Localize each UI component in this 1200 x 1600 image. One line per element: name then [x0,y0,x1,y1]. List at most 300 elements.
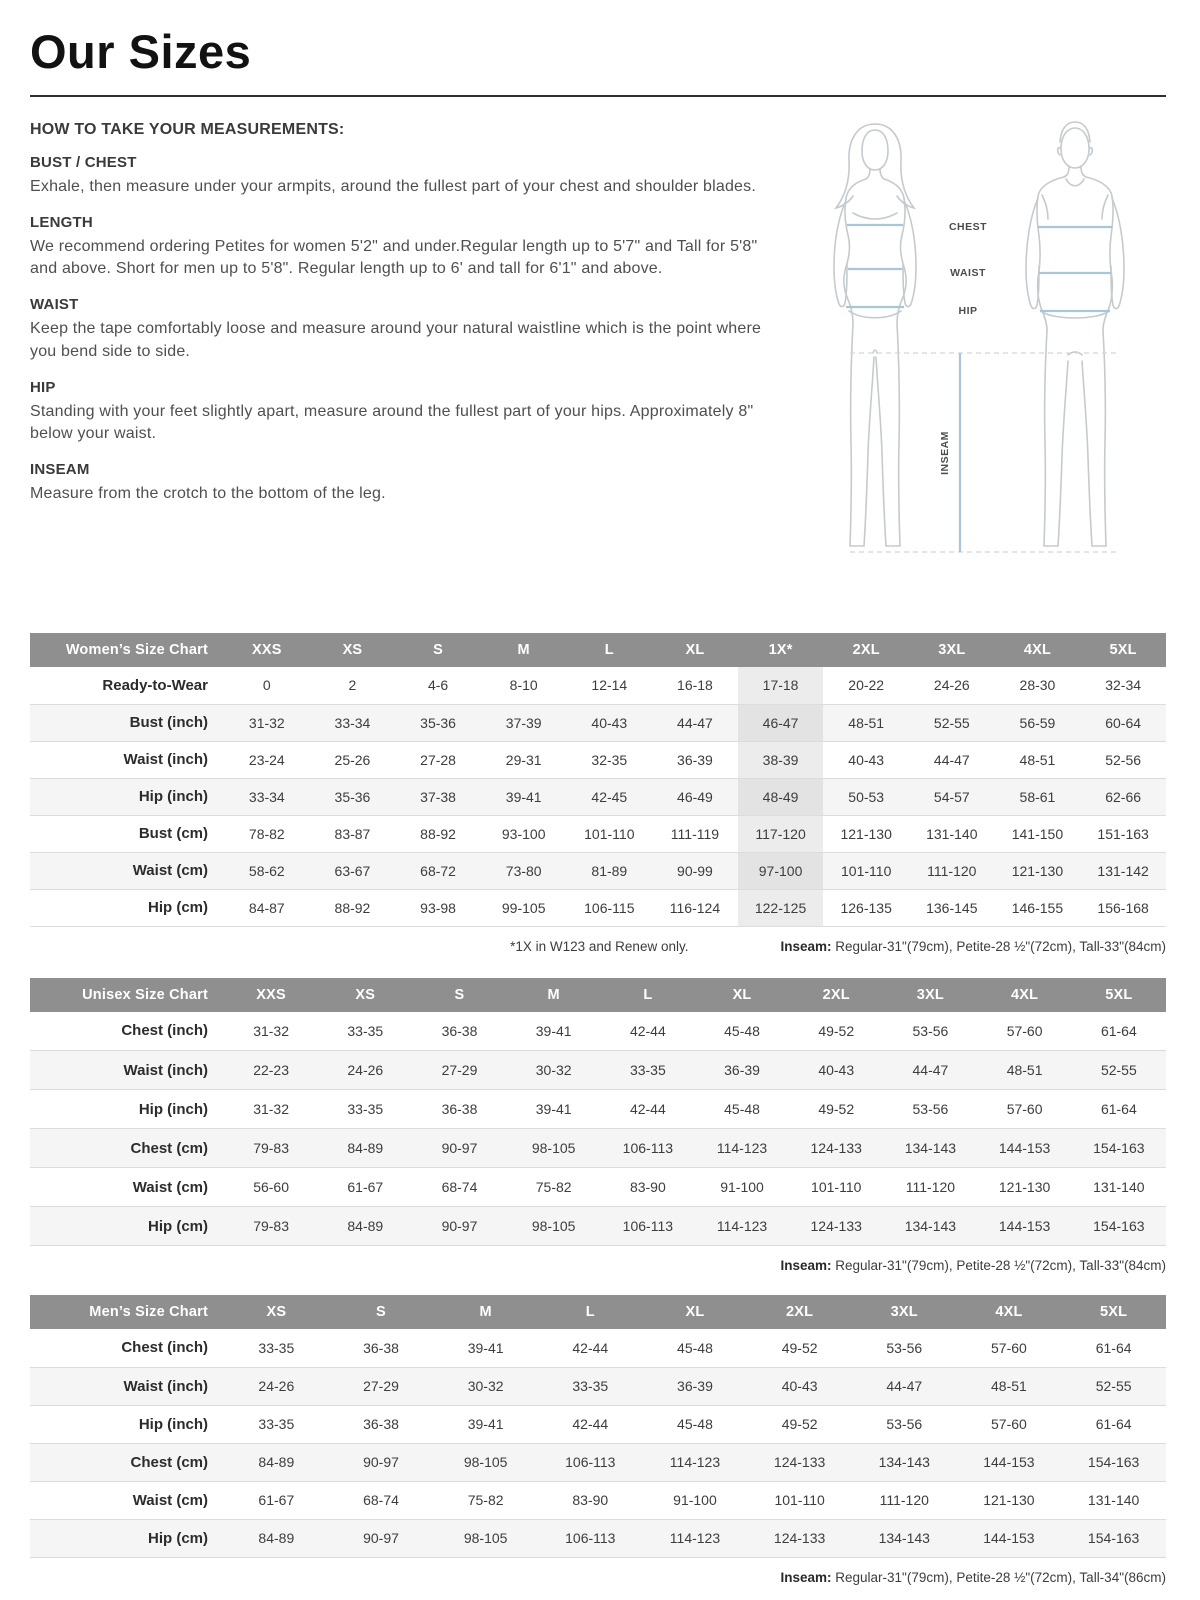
size-cell: 134-143 [878,1530,930,1546]
column-header: XS [310,633,396,667]
inseam-footnote-text: Regular-31"(79cm), Petite-28 ½"(72cm), Tall-34"(86cm) [831,1569,1166,1585]
table-row [30,1519,1166,1557]
row-label: Hip (inch) [138,788,208,805]
size-cell: 39-41 [467,1339,504,1356]
size-cell: 48-51 [1019,751,1056,768]
instruction-hip [30,379,778,446]
size-cell: 79-83 [253,1218,289,1234]
table-row [30,1129,1166,1168]
column-header: 3XL [852,1295,957,1329]
size-cell: 37-38 [420,788,456,805]
size-cell: 53-56 [912,1101,949,1117]
instruction-text: We recommend ordering Petites for women 5'2" and under.Regular length up to 5'7" and Tall for 5'8" and above. Short for men up to 5'8". Regular length up to 6' and tall for 6'1" and above. [30,237,758,278]
size-cell: 31-32 [253,1101,289,1117]
size-cell: 91-100 [673,1492,717,1508]
inseam-footnote [780,1258,1166,1273]
size-cell: 32-34 [1105,677,1142,694]
instruction-bust-chest [30,154,778,199]
size-cell: 124-133 [810,1140,862,1156]
size-cell: 17-18 [738,667,824,704]
size-cell: 49-52 [818,1101,855,1117]
size-cell: 79-83 [253,1140,289,1156]
size-cell: 16-18 [677,677,713,694]
size-cell: 58-61 [1019,788,1056,805]
size-cell: 144-153 [983,1530,1035,1546]
size-cell: 73-80 [505,862,542,879]
size-cell: 40-43 [591,714,628,731]
size-cell: 36-38 [363,1416,399,1432]
column-header: 4XL [978,978,1072,1012]
size-cell: 36-38 [441,1101,478,1117]
size-cell: 52-55 [933,714,970,731]
instruction-heading: LENGTH [30,213,93,231]
size-cell: 39-41 [535,1022,572,1039]
table-row [30,1481,1166,1519]
size-cell: 24-26 [258,1378,295,1394]
size-cell: 156-168 [1097,899,1149,916]
size-cell: 33-35 [347,1101,384,1117]
unisex-size-chart-table [30,978,1166,1247]
size-cell: 8-10 [509,677,538,694]
size-cell: 33-34 [248,788,285,805]
row-label: Hip (inch) [138,1100,208,1118]
table-row [30,852,1166,889]
column-header: XL [652,633,738,667]
size-cell: 39-41 [505,788,542,805]
column-header: 2XL [823,633,909,667]
size-cell: 36-39 [677,751,713,768]
row-label: Hip (inch) [138,1415,208,1433]
table-row [30,667,1166,704]
size-cell: 154-163 [1093,1218,1145,1234]
column-header: XL [695,978,789,1012]
size-cell: 12-14 [591,677,628,694]
size-cell: 46-47 [738,704,824,741]
size-cell: 61-64 [1100,1101,1137,1117]
row-label: Waist (cm) [132,862,208,879]
inseam-footnote [780,939,1166,954]
size-cell: 88-92 [420,825,456,842]
size-cell: 111-119 [670,825,720,842]
size-cell: 91-100 [720,1179,764,1195]
size-cell: 60-64 [1105,714,1142,731]
size-cell: 4-6 [427,677,449,694]
row-label: Bust (inch) [129,714,208,731]
table-row [30,889,1166,926]
size-cell: 42-44 [572,1416,609,1432]
size-cell: 151-163 [1097,825,1149,842]
size-cell: 42-44 [629,1022,666,1039]
size-cell: 122-125 [738,889,824,926]
instruction-waist [30,296,778,363]
title-divider [30,95,1166,97]
table-row [30,1443,1166,1481]
size-cell: 33-35 [258,1339,295,1356]
size-cell: 30-32 [467,1378,504,1394]
size-cell: 24-26 [347,1062,384,1078]
size-cell: 37-39 [505,714,542,731]
size-cell: 49-52 [781,1339,818,1356]
size-cell: 111-120 [879,1492,929,1508]
size-cell: 61-64 [1095,1339,1132,1356]
size-cell: 134-143 [878,1454,930,1470]
size-cell: 31-32 [253,1022,289,1039]
size-cell: 56-60 [253,1179,289,1195]
measurement-diagram [790,115,1168,585]
size-cell: 57-60 [1006,1101,1043,1117]
inseam-label: INSEAM [939,431,951,475]
size-cell: 58-62 [248,862,285,879]
size-cell: 36-39 [677,1378,713,1394]
size-cell: 154-163 [1093,1140,1145,1156]
size-cell: 116-124 [669,899,721,916]
size-cell: 61-67 [347,1179,384,1195]
size-cell: 30-32 [535,1062,572,1078]
table-row [30,778,1166,815]
instructions-heading: HOW TO TAKE YOUR MEASUREMENTS: [30,121,345,138]
table-row [30,1168,1166,1207]
size-cell: 42-44 [572,1339,609,1356]
size-cell: 44-47 [912,1062,949,1078]
size-cell: 61-67 [258,1492,295,1508]
size-cell: 131-140 [1087,1492,1140,1508]
size-cell: 24-26 [933,677,970,694]
size-cell: 111-120 [905,1179,956,1195]
size-cell: 22-23 [253,1062,289,1078]
size-cell: 98-105 [531,1218,576,1234]
one-x-footnote: *1X in W123 and Renew only. [510,938,689,954]
size-cell: 83-90 [572,1492,609,1508]
size-cell: 106-113 [622,1218,674,1234]
table-title: Unisex Size Chart [30,978,224,1012]
size-cell: 33-35 [629,1062,666,1078]
size-cell: 114-123 [716,1218,768,1234]
instruction-length [30,214,778,281]
mens-size-chart-section [30,1295,1166,1585]
size-cell: 42-45 [591,788,628,805]
size-cell: 61-64 [1100,1022,1137,1039]
size-cell: 124-133 [773,1530,826,1546]
size-cell: 48-51 [991,1378,1027,1394]
table-row [30,1051,1166,1090]
size-cell: 23-24 [248,751,285,768]
size-cell: 83-90 [629,1179,666,1195]
column-header: M [433,1295,538,1329]
size-cell: 45-48 [724,1022,760,1039]
size-cell: 50-53 [848,788,885,805]
size-cell: 48-49 [738,778,824,815]
unisex-size-chart-section [30,978,1166,1274]
womens-chart-footnotes [30,939,1166,954]
size-cell: 98-105 [463,1530,508,1546]
instruction-text: Measure from the crotch to the bottom of the leg. [30,485,386,503]
size-cell: 84-87 [248,899,285,916]
size-cell: 52-56 [1105,751,1142,768]
column-header: XXS [224,633,310,667]
woman-figure [834,124,916,546]
column-header: 3XL [883,978,977,1012]
size-cell: 27-28 [420,751,456,768]
column-header: 2XL [789,978,883,1012]
size-cell: 97-100 [738,852,824,889]
size-cell: 52-55 [1095,1378,1132,1394]
row-label: Waist (cm) [132,1178,208,1196]
size-cell: 106-113 [565,1454,616,1470]
column-header: XXS [224,978,318,1012]
size-cell: 35-36 [334,788,371,805]
size-cell: 90-99 [677,862,713,879]
row-label: Chest (cm) [130,1453,208,1471]
size-cell: 48-51 [1006,1062,1043,1078]
size-cell: 101-110 [811,1179,862,1195]
man-figure [1026,122,1124,546]
page-title: Our Sizes [30,25,252,78]
column-header: M [507,978,601,1012]
size-cell: 90-97 [363,1530,399,1546]
table-row [30,704,1166,741]
size-cell: 63-67 [334,862,371,879]
column-header: 4XL [995,633,1081,667]
size-cell: 62-66 [1105,788,1142,805]
size-cell: 84-89 [347,1140,384,1156]
table-row [30,1329,1166,1367]
table-title: Men’s Size Chart [30,1295,224,1329]
table-row [30,1012,1166,1051]
size-cell: 90-97 [363,1454,399,1470]
size-cell: 98-105 [531,1140,576,1156]
size-cell: 42-44 [629,1101,666,1117]
size-cell: 99-105 [501,899,546,916]
size-cell: 81-89 [591,862,628,879]
row-label: Chest (inch) [121,1339,208,1357]
column-header: L [567,633,653,667]
hip-label: HIP [958,305,978,317]
size-cell: 40-43 [818,1062,855,1078]
size-cell: 83-87 [334,825,371,842]
size-cell: 114-123 [669,1530,721,1546]
size-cell: 88-92 [334,899,371,916]
row-label: Bust (cm) [138,825,208,842]
size-cell: 57-60 [991,1339,1027,1356]
size-cell: 78-82 [248,825,285,842]
size-cell: 33-34 [334,714,371,731]
size-cell: 27-29 [441,1062,478,1078]
size-cell: 0 [262,677,271,694]
instruction-text: Keep the tape comfortably loose and measure around your natural waistline which is the point where you bend side to side. [30,320,762,360]
size-cell: 35-36 [420,714,456,731]
size-cell: 93-100 [501,825,546,842]
inseam-footnote-label: Inseam: [780,938,832,954]
size-cell: 75-82 [467,1492,504,1508]
size-cell: 57-60 [1006,1022,1043,1039]
size-cell: 90-97 [441,1140,478,1156]
size-cell: 101-110 [841,862,892,879]
size-cell: 57-60 [991,1416,1027,1432]
size-cell: 101-110 [584,825,635,842]
column-header: S [329,1295,434,1329]
size-cell: 121-130 [983,1492,1035,1508]
instruction-heading: HIP [30,378,56,396]
size-cell: 106-113 [622,1140,674,1156]
inseam-footnote-text: Regular-31"(79cm), Petite-28 ½"(72cm), Tall-33"(84cm) [831,938,1166,954]
womens-size-chart-table [30,633,1166,927]
column-header: 2XL [747,1295,852,1329]
size-cell: 84-89 [258,1454,295,1470]
size-cell: 111-120 [927,862,977,879]
instruction-heading: INSEAM [30,461,90,479]
instruction-text: Standing with your feet slightly apart, measure around the fullest part of your hips. Approximately 8" below your waist. [30,402,754,443]
size-cell: 28-30 [1019,677,1056,694]
size-cell: 45-48 [677,1339,713,1356]
column-header: XS [224,1295,329,1329]
chest-label: CHEST [948,221,988,233]
size-cell: 53-56 [912,1022,949,1039]
size-cell: 131-142 [1097,862,1149,879]
size-cell: 33-35 [347,1022,384,1039]
size-cell: 40-43 [848,751,885,768]
table-row [30,741,1166,778]
size-cell: 38-39 [738,741,824,778]
size-cell: 39-41 [467,1416,504,1432]
size-cell: 33-35 [572,1378,609,1394]
row-label: Chest (cm) [130,1139,208,1157]
size-cell: 126-135 [840,899,892,916]
row-label: Waist (inch) [123,1377,208,1395]
column-header: L [601,978,695,1012]
size-cell: 39-41 [535,1101,572,1117]
size-cell: 68-74 [363,1492,399,1508]
size-cell: 131-140 [926,825,978,842]
size-cell: 36-38 [441,1022,478,1039]
table-row [30,1367,1166,1405]
size-cell: 44-47 [886,1378,923,1394]
measurement-guide-section [30,121,1166,603]
waist-label: WAIST [950,267,986,279]
instruction-inseam [30,461,778,506]
mens-chart-footnotes [30,1570,1166,1585]
row-label: Waist (cm) [132,1491,208,1509]
size-cell: 106-115 [584,899,635,916]
size-cell: 44-47 [933,751,970,768]
size-cell: 121-130 [1011,862,1064,879]
inseam-footnote-label: Inseam: [780,1569,832,1585]
size-cell: 49-52 [818,1022,855,1039]
size-cell: 33-35 [258,1416,295,1432]
size-cell: 36-38 [363,1339,399,1356]
column-header: S [395,633,481,667]
size-cell: 29-31 [505,751,542,768]
size-cell: 154-163 [1087,1530,1140,1546]
size-cell: 124-133 [810,1218,862,1234]
size-cell: 84-89 [347,1218,384,1234]
size-cell: 49-52 [781,1416,818,1432]
row-label: Ready-to-Wear [102,676,208,694]
size-cell: 45-48 [724,1101,760,1117]
size-cell: 53-56 [886,1416,923,1432]
size-cell: 134-143 [904,1218,957,1234]
inseam-footnote-text: Regular-31"(79cm), Petite-28 ½"(72cm), Tall-33"(84cm) [831,1258,1166,1273]
size-cell: 90-97 [441,1218,478,1234]
mens-size-chart-table [30,1295,1166,1558]
womens-size-chart-section [30,633,1166,954]
size-cell: 25-26 [334,751,371,768]
size-cell: 106-113 [565,1530,616,1546]
body-figures-illustration [790,115,1168,585]
size-cell: 46-49 [677,788,713,805]
size-cell: 54-57 [933,788,970,805]
size-cell: 134-143 [904,1140,957,1156]
column-header: L [538,1295,643,1329]
column-header: 1X* [738,633,824,667]
size-cell: 131-140 [1093,1179,1145,1195]
size-cell: 114-123 [716,1140,768,1156]
instruction-heading: WAIST [30,296,79,314]
size-cell: 36-39 [724,1062,760,1078]
size-cell: 144-153 [998,1140,1051,1156]
column-header: XS [318,978,412,1012]
size-cell: 124-133 [773,1454,826,1470]
inseam-footnote [780,1570,1166,1585]
size-cell: 40-43 [781,1378,818,1394]
size-cell: 32-35 [591,751,628,768]
column-header: XL [643,1295,748,1329]
size-cell: 45-48 [677,1416,713,1432]
column-header: 5XL [1061,1295,1166,1329]
size-cell: 56-59 [1019,714,1056,731]
column-header: 5XL [1072,978,1166,1012]
instruction-heading: BUST / CHEST [30,154,137,171]
instruction-text: Exhale, then measure under your armpits, around the fullest part of your chest and shoulder blades. [30,178,756,195]
row-label: Waist (inch) [123,751,208,768]
size-cell: 44-47 [677,714,713,731]
row-label: Hip (cm) [148,899,208,916]
size-cell: 20-22 [848,677,885,694]
size-cell: 146-155 [1011,899,1064,916]
row-label: Hip (cm) [148,1529,208,1547]
row-label: Chest (inch) [121,1022,208,1040]
inseam-guide-lines [850,353,1120,552]
size-cell: 154-163 [1087,1454,1140,1470]
column-header: 5XL [1080,633,1166,667]
size-cell: 136-145 [926,899,978,916]
size-cell: 31-32 [248,714,285,731]
size-cell: 117-120 [738,815,824,852]
measurement-instructions [30,121,778,506]
size-cell: 144-153 [998,1218,1051,1234]
table-row [30,815,1166,852]
column-header: M [481,633,567,667]
size-cell: 75-82 [535,1179,572,1195]
size-cell: 141-150 [1011,825,1064,842]
row-label: Waist (inch) [123,1061,208,1079]
row-label: Hip (cm) [148,1217,208,1235]
column-header: S [412,978,506,1012]
size-cell: 48-51 [848,714,885,731]
size-cell: 2 [348,677,357,694]
size-cell: 61-64 [1095,1416,1132,1432]
size-cell: 53-56 [886,1339,923,1356]
table-row [30,1090,1166,1129]
column-header: 3XL [909,633,995,667]
size-cell: 68-74 [441,1179,478,1195]
size-cell: 121-130 [998,1179,1051,1195]
size-cell: 84-89 [258,1530,295,1546]
inseam-footnote-label: Inseam: [780,1258,832,1273]
size-cell: 121-130 [840,825,892,842]
size-cell: 27-29 [363,1378,399,1394]
size-cell: 98-105 [463,1454,508,1470]
size-cell: 101-110 [774,1492,825,1508]
